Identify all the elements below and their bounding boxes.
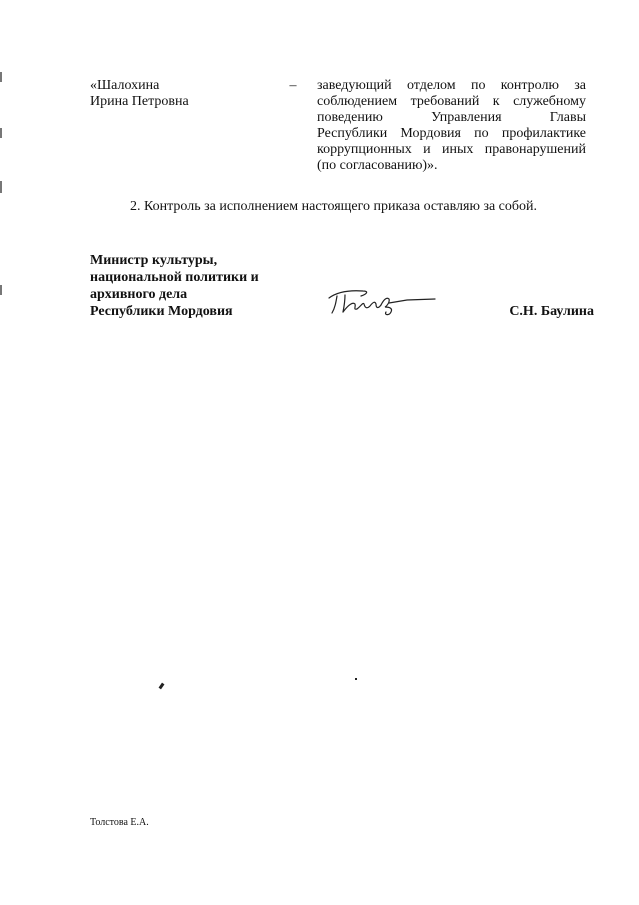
description-line: (по согласованию)». (317, 158, 438, 173)
scan-speck (355, 678, 357, 680)
description-line: заведующий отделом по контролю за (317, 78, 586, 93)
position-line: Республики Мордовия (90, 304, 233, 319)
signatory-position (90, 252, 310, 320)
executor-name: Толстова Е.А. (90, 817, 149, 828)
description-line: Республики Мордовия по профилактике (317, 126, 586, 141)
scan-edge-mark (0, 128, 2, 138)
position-line: Министр культуры, (90, 253, 218, 268)
entry-position-description (317, 78, 586, 174)
scan-edge-mark (0, 72, 2, 82)
description-line: поведению Управления Главы (317, 110, 586, 125)
signer-name: С.Н. Баулина (509, 304, 594, 319)
description-line: коррупционных и иных правонарушений (317, 142, 586, 157)
entry-name-line: «Шалохина (90, 78, 160, 93)
scan-edge-mark (0, 181, 2, 193)
entry-dash: – (289, 78, 297, 93)
description-line: соблюдением требований к служебному (317, 94, 586, 109)
scan-edge-mark (0, 285, 2, 295)
scan-speck (159, 683, 165, 690)
handwritten-signature (323, 282, 441, 322)
position-line: архивного дела (90, 287, 188, 302)
entry-person-name (90, 78, 270, 110)
position-line: национальной политики и (90, 270, 259, 285)
control-paragraph: 2. Контроль за исполнением настоящего приказа оставляю за собой. (130, 199, 538, 214)
entry-name-line: Ирина Петровна (90, 94, 189, 109)
